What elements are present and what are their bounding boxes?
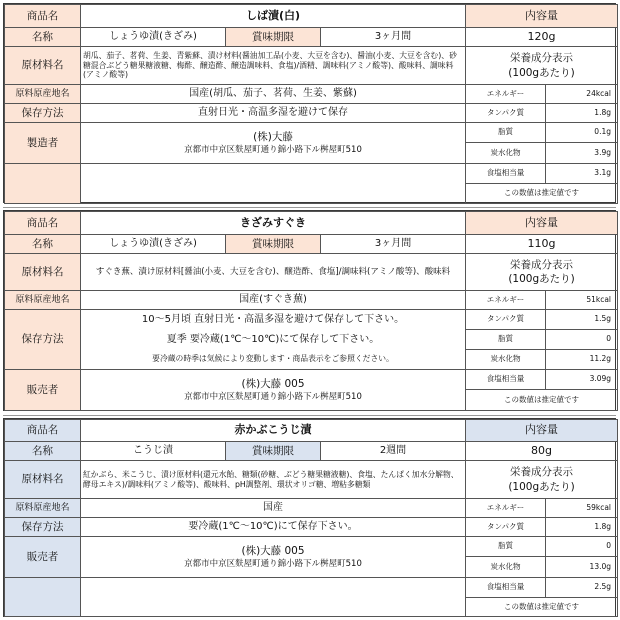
name-value: こうじ漬 [81,442,226,461]
maker-address: 京都市中京区麩屋町通り錦小路下ル桝屋町510 [184,144,362,155]
empty-value-cell [81,578,466,617]
storage-label: 保存方法 [5,518,81,537]
expiry-label: 賞味期限 [226,28,321,47]
nutrition-key: 炭水化物 [466,350,546,370]
expiry-value: 3ヶ月間 [321,28,466,47]
origin-value: 国産(胡瓜、茄子、茗荷、生姜、紫蘇) [81,85,466,104]
storage-label: 保存方法 [5,104,81,123]
ingredients-value: すぐき蕪、漬け原材料[醤油(小麦、大豆を含む)、醸造酢、食塩]/調味料(アミノ酸等)、酸味料 [81,254,466,291]
quantity-value: 110g [466,235,618,254]
maker-company: (株)大藤 [253,130,293,143]
nutrition-key: タンパク質 [466,310,546,330]
content-label: 内容量 [466,212,618,235]
nutrition-title [466,461,618,499]
nutrition-value: 0.1g [546,123,618,143]
expiry-label: 賞味期限 [226,235,321,254]
seller-label: 販売者 [5,370,81,411]
seller-company: (株)大藤 005 [241,544,305,557]
seller-address: 京都市中京区麩屋町通り錦小路下ル桝屋町510 [184,558,362,569]
nutrition-key: エネルギー [466,499,546,518]
quantity-value: 80g [466,442,618,461]
nutrition-title-line2: (100gあたり) [508,273,575,285]
nutrition-value: 3.9g [546,143,618,164]
nutrition-title-line2: (100gあたり) [508,66,575,79]
nutrition-value: 13.0g [546,557,618,578]
nutrition-key: タンパク質 [466,104,546,123]
nutrition-title-line1: 栄養成分表示 [510,52,573,65]
nutrition-key: 脂質 [466,537,546,557]
product-name: 赤かぶこうじ漬 [81,420,466,442]
seller-address: 京都市中京区麩屋町通り錦小路下ル桝屋町510 [184,391,362,402]
nutrition-value: 2.5g [546,578,618,598]
maker-info [81,123,466,164]
seller-info [81,370,466,411]
nutrition-title-line2: (100gあたり) [508,480,575,493]
name-value: しょうゆ漬(きざみ) [81,28,226,47]
nutrition-key: 炭水化物 [466,557,546,578]
storage-line: 夏季 要冷蔵(1℃～10℃)にて保存して下さい。 [81,330,466,350]
product-name-label: 商品名 [5,420,81,442]
nutrition-key: 脂質 [466,330,546,350]
product-name: しば漬(白) [81,5,466,28]
origin-label: 原料原産地名 [5,85,81,104]
empty-label-cell [5,578,81,617]
name-label: 名称 [5,28,81,47]
nutrition-value: 3.1g [546,164,618,184]
nutrition-value: 1.8g [546,518,618,537]
nutrition-title-line1: 栄養成分表示 [510,466,574,479]
expiry-value: 2週間 [321,442,466,461]
nutrition-key: 食塩相当量 [466,578,546,598]
nutrition-title [466,47,618,85]
nutrition-key: 炭水化物 [466,143,546,164]
nutrition-key: 脂質 [466,123,546,143]
nutrition-key: エネルギー [466,291,546,310]
product-name-label: 商品名 [5,5,81,28]
nutrition-title [466,254,618,291]
storage-line: 要冷蔵(1℃～10℃)にて保存下さい。 [81,518,466,537]
name-label: 名称 [5,442,81,461]
name-value: しょうゆ漬(きざみ) [81,235,226,254]
nutrition-value: 0 [546,330,618,350]
nutrition-note: この数値は推定値です [466,184,618,204]
nutrition-key: 食塩相当量 [466,370,546,390]
product-label-3 [3,418,616,617]
storage-line: 直射日光・高温多湿を避けて保存 [81,104,466,123]
nutrition-note: この数値は推定値です [466,598,618,617]
nutrition-value: 59kcal [546,499,618,518]
maker-label: 製造者 [5,123,81,164]
origin-label: 原料原産地名 [5,499,81,518]
nutrition-title-line1: 栄養成分表示 [510,258,574,271]
expiry-value: 3ヶ月間 [321,235,466,254]
nutrition-value: 1.5g [546,310,618,330]
empty-label-cell [5,164,81,204]
origin-label: 原料原産地名 [5,291,81,310]
ingredients-label: 原材料名 [5,47,81,85]
seller-company: (株)大藤 005 [241,377,305,390]
nutrition-key: エネルギー [466,85,546,104]
nutrition-key: 食塩相当量 [466,164,546,184]
ingredients-label: 原材料名 [5,254,81,291]
expiry-label: 賞味期限 [226,442,321,461]
nutrition-note: この数値は推定値です [466,390,618,411]
product-label-1 [3,3,616,203]
product-name-label: 商品名 [5,212,81,235]
quantity-value: 120g [466,28,618,47]
nutrition-value: 24kcal [546,85,618,104]
product-name: きざみすぐき [81,212,466,235]
empty-value-cell [81,164,466,204]
seller-info [81,537,466,578]
name-label: 名称 [5,235,81,254]
seller-label: 販売者 [5,537,81,578]
content-label: 内容量 [466,5,618,28]
origin-value: 国産 [81,499,466,518]
ingredients-label: 原材料名 [5,461,81,499]
nutrition-value: 3.09g [546,370,618,390]
storage-line: 要冷蔵の時季は気候により変動します・商品表示をご参照ください。 [81,350,466,370]
storage-line: 10～5月頃 直射日光・高温多湿を避けて保存して下さい。 [81,310,466,330]
nutrition-value: 11.2g [546,350,618,370]
nutrition-value: 51kcal [546,291,618,310]
ingredients-value: 胡瓜、茄子、茗荷、生姜、青紫蘇、漬け材料(醤油加工品(小麦、大豆を含む)、醤油(小麦、大豆を含む)、砂糖混合ぶどう糖果糖液糖、梅酢、醸造酢、醸造調味料、食塩)/酒精、調味料(アミノ酸等)、酸味料、調味料(アミノ酸等) [81,47,466,85]
storage-label: 保存方法 [5,310,81,370]
ingredients-value: 紅かぶら、米こうじ、漬け原材料(還元水飴、糖類(砂糖、ぶどう糖果糖液糖)、食塩、たんぱく加水分解物、酵母エキス)/調味料(アミノ酸等)、酸味料、pH調整剤、環状オリゴ糖、増粘多糖類 [81,461,466,499]
origin-value: 国産(すぐき蕪) [81,291,466,310]
nutrition-value: 1.8g [546,104,618,123]
product-label-2 [3,210,616,411]
divider [3,415,616,416]
divider [3,207,616,208]
nutrition-key: タンパク質 [466,518,546,537]
nutrition-value: 0 [546,537,618,557]
content-label: 内容量 [466,420,618,442]
